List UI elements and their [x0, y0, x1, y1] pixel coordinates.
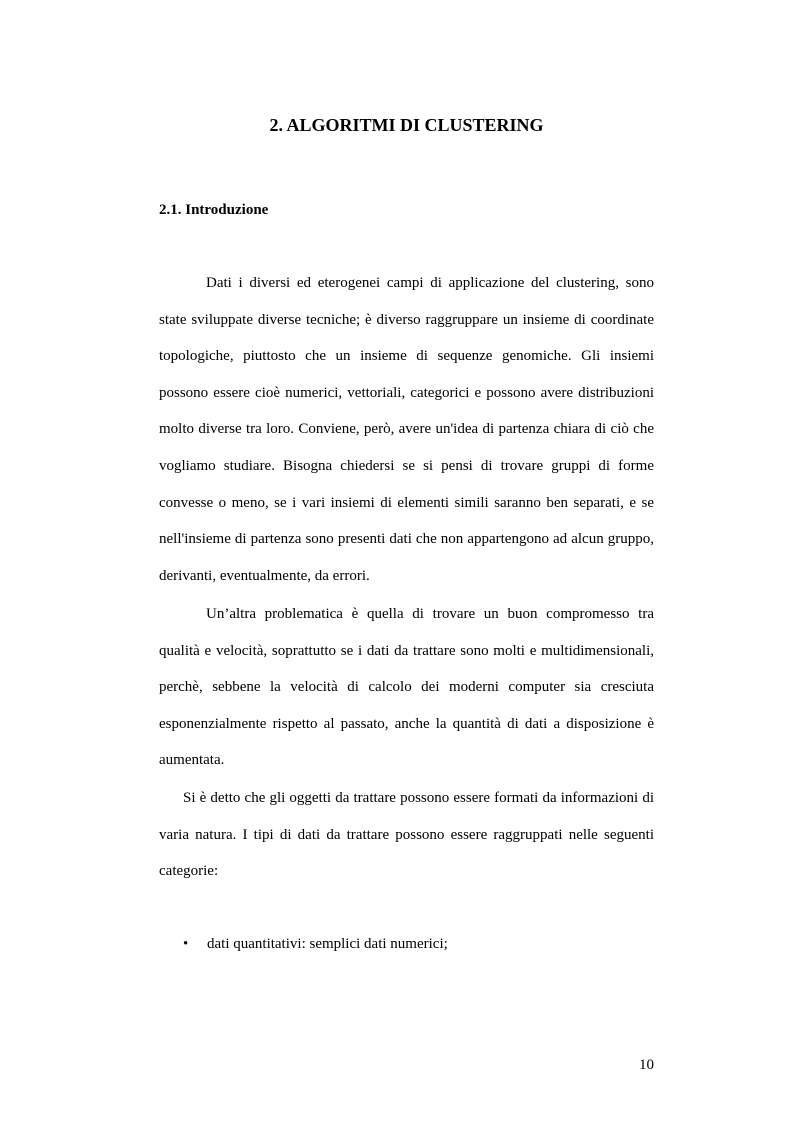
paragraph-intro: Dati i diversi ed eterogenei campi di applicazione del clustering, sono state sviluppate diverse tecniche; è diverso raggruppare un insieme di coordinate topologiche, piuttosto che un insieme di sequenze genomiche. Gli insiemi possono essere cioè numerici, vettoriali, categorici e possono avere distribuzioni molto diverse tra loro. Conviene, però, avere un'idea di partenza chiara di ciò che vogliamo studiare. Bisogna chiedersi se si pensi di trovare gruppi di forme convesse o meno, se i vari insiemi di elementi simili saranno ben separati, e se nell'insieme di partenza sono presenti dati che non appartengono ad alcun gruppo, derivanti, eventualmente, da errori.	[159, 275, 654, 584]
paragraph-data-types: Si è detto che gli oggetti da trattare possono essere formati da informazioni di varia natura. I tipi di dati da trattare possono essere raggruppati nelle seguenti categorie:	[159, 790, 654, 880]
section-heading: 2.1. Introduzione	[159, 202, 269, 218]
list-item-text: dati quantitativi: semplici dati numerici;	[207, 936, 448, 952]
bullet-icon: •	[183, 936, 189, 952]
data-type-list	[159, 933, 448, 955]
page-number: 10	[639, 1057, 654, 1073]
list-item	[159, 933, 448, 955]
chapter-title: 2. ALGORITMI DI CLUSTERING	[269, 115, 544, 135]
paragraph-tradeoff: Un’altra problematica è quella di trovare un buon compromesso tra qualità e velocità, soprattutto se i dati da trattare sono molti e multidimensionali, perchè, sebbene la velocità di calcolo dei moderni computer sia cresciuta esponenzialmente rispetto al passato, anche la quantità di dati a disposizione è aumentata.	[159, 606, 654, 769]
